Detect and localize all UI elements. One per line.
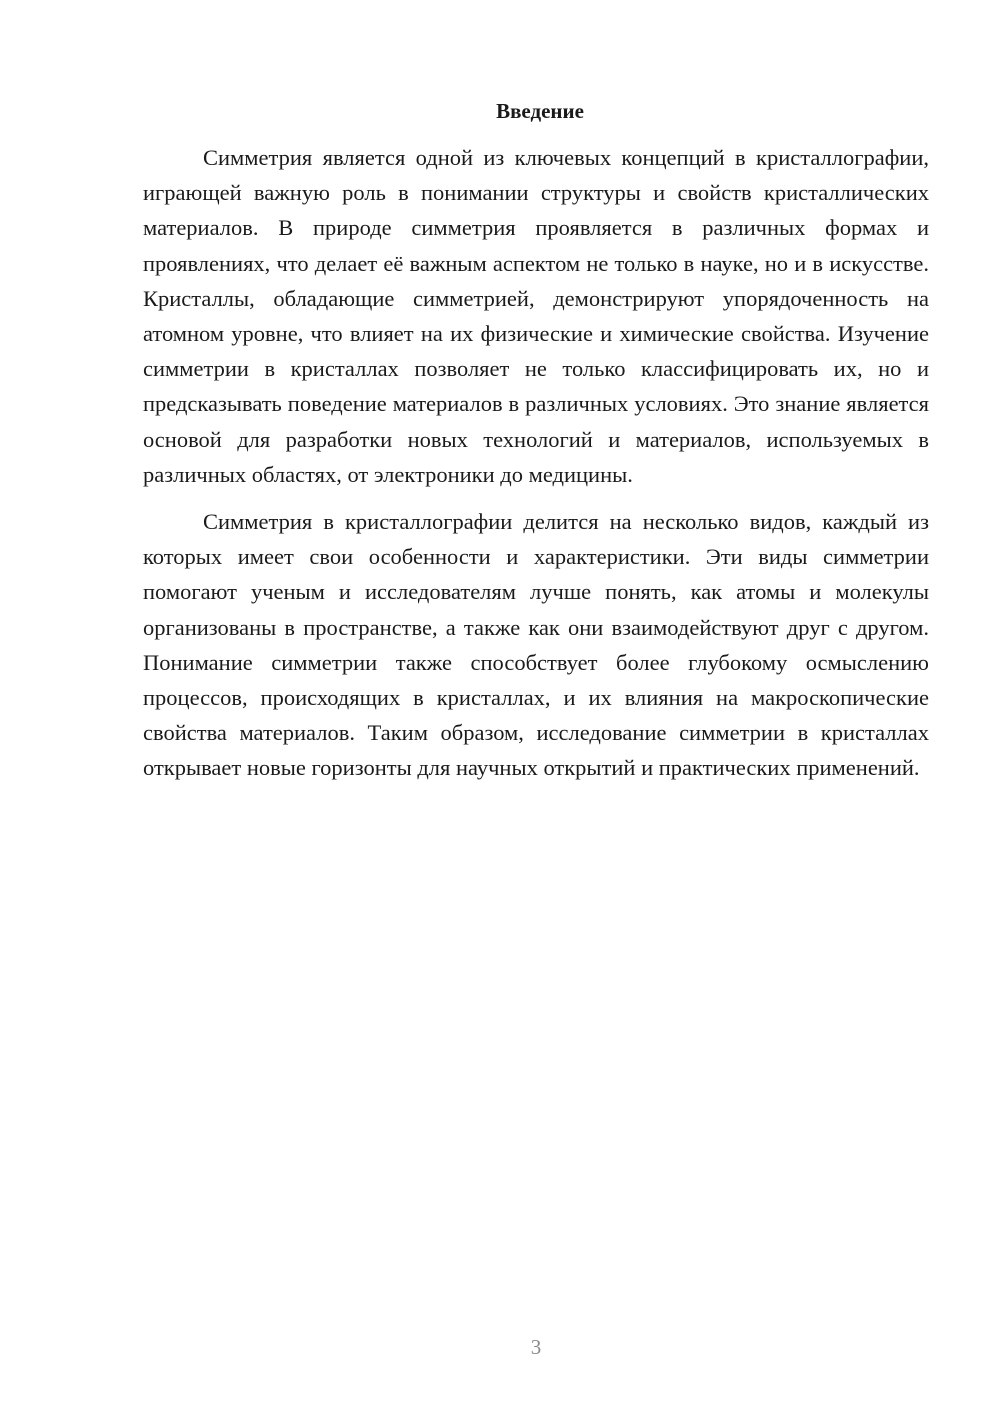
section-title: Введение (496, 99, 584, 123)
paragraph-2: Симметрия в кристаллографии делится на несколько видов, каждый из которых имеет свои особенности и характеристики. Эти виды симметрии помогают ученым и исследователям лучше понять, как атомы и молекулы организованы в пространстве, а также как они взаимодействуют друг с другом. Понимание симметрии также способствует более глубокому осмыслению процессов, происходящих в кристаллах, и их влияния на макроскопические свойства материалов. Таким образом, исследование симметрии в кристаллах открывает новые горизонты для научных открытий и практических применений. (143, 509, 929, 781)
paragraph-1: Симметрия является одной из ключевых концепций в кристаллографии, играющей важную роль в понимании структуры и свойств кристаллических материалов. В природе симметрия проявляется в различных формах и проявлениях, что делает её важным аспектом не только в науке, но и в искусстве. Кристаллы, обладающие симметрией, демонстрируют упорядоченность на атомном уровне, что влияет на их физические и химические свойства. Изучение симметрии в кристаллах позволяет не только классифицировать их, но и предсказывать поведение материалов в различных условиях. Это знание является основой для разработки новых технологий и материалов, используемых в различных областях, от электроники до медицины. (143, 145, 929, 487)
page-content (143, 96, 929, 786)
page-number: 3 (530, 1335, 542, 1359)
